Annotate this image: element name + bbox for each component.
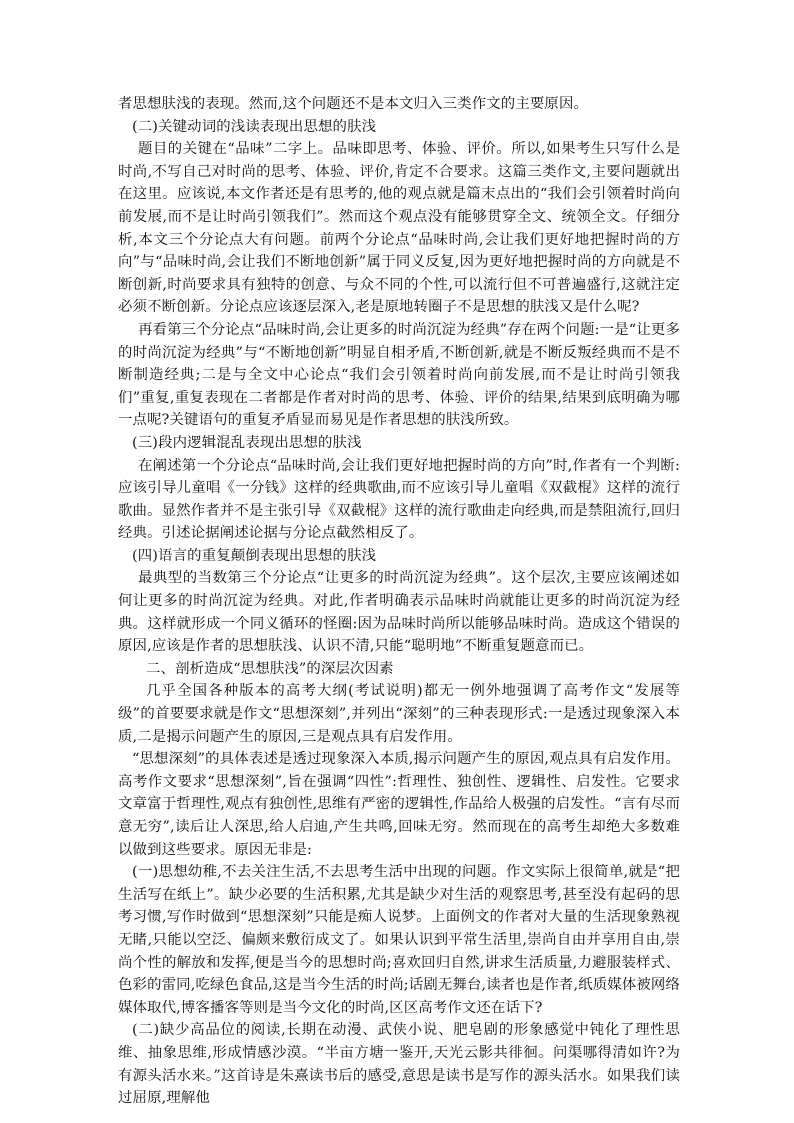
chapter-heading: 二、剖析造成“思想肤浅”的深层次因素 <box>146 660 394 677</box>
body-paragraph: 再看第三个分论点“品味时尚,会让更多的时尚沉淀为经典”存在两个问题:一是“让更多的时尚沉淀为经典”与“不断地创新”明显自相矛盾,不断创新,就是不断反叛经典而不是不断制造经典;二是与全文中心论点“我们会引领着时尚向前发展,而不是让时尚引领我们”重复,重复表现在二者都是作者对时尚的思考、体验、评价的结果,结果到底明确为哪一点呢?关键语句的重复矛盾显而易见是作者思想的肤浅所致。 <box>118 321 680 429</box>
section-heading: (二)关键动词的浅读表现出思想的肤浅 <box>132 118 377 135</box>
body-paragraph: 题目的关键在“品味”二字上。品味即思考、体验、评价。所以,如果考生只写什么是时尚,不写自己对时尚的思考、体验、评价,肯定不合要求。这篇三类作文,主要问题就出在这里。应该说,本文作者还是有思考的,他的观点就是篇末点出的“我们会引领着时尚向前发展,而不是让时尚引领我们”。然而这个观点没有能够贯穿全文、统领全文。仔细分析,本文三个分论点大有问题。前两个分论点“品味时尚,会让我们更好地把握时尚的方向”与“品味时尚,会让我们不断地创新”属于同义反复,因为更好地把握时尚的方向就是不断创新,时尚要求具有独特的创意、与众不同的个性,可以流行但不可普遍盛行,这就注定必须不断创新。分论点应该逐层深入,老是原地转圈子不是思想的肤浅又是什么呢? <box>118 141 680 316</box>
section-heading: (四)语言的重复颠倒表现出思想的肤浅 <box>132 547 377 564</box>
body-paragraph: 在阐述第一个分论点“品味时尚,会让我们更好地把握时尚的方向”时,作者有一个判断:应该引导儿童唱《一分钱》这样的经典歌曲,而不应该引导儿童唱《双截棍》这样的流行歌曲。显然作者并不是主张引导《双截棍》这样的流行歌曲走向经典,而是禁阻流行,回归经典。引述论据阐述论据与分论点截然相反了。 <box>118 457 680 542</box>
body-paragraph: “思想深刻”的具体表述是透过现象深入本质,揭示问题产生的原因,观点具有启发作用。高考作文要求“思想深刻”,旨在强调“四性”:哲理性、独创性、逻辑性、启发性。它要求文章富于哲理性,观点有独创性,思维有严密的逻辑性,作品给人极强的启发性。“言有尽而意无穷”,读后让人深思,给人启迪,产生共鸣,回味无穷。然而现在的高考生却绝大多数难以做到这些要求。原因无非是: <box>118 751 680 858</box>
body-paragraph: (一)思想幼稚,不去关注生活,不去思考生活中出现的问题。作文实际上很简单,就是“把生活写在纸上”。缺少必要的生活积累,尤其是缺少对生活的观察思考,甚至没有起码的思考习惯,写作时做到“思想深刻”只能是痴人说梦。上面例文的作者对大量的生活现象熟视无睹,只能以空泛、偏颇来敷衍成文了。如果认识到平常生活里,崇尚自由并享用自由,崇尚个性的解放和发挥,便是当今的思想时尚;喜欢回归自然,讲求生活质量,力避服装样式、色彩的雷同,吃绿色食品,这是当今生活的时尚;话剧无舞台,读者也是作者,纸质媒体被网络媒体取代,博客播客等则是当今文化的时尚,区区高考作文还在话下? <box>118 864 680 1016</box>
document-page <box>118 93 680 1110</box>
body-paragraph: (二)缺少高品位的阅读,长期在动漫、武侠小说、肥皂剧的形象感觉中钝化了理性思维、抽象思维,形成情感沙漠。“半亩方塘一鉴开,天光云影共徘徊。问渠哪得清如许?为有源头活水来。”这首诗是朱熹读书后的感受,意思是读书是写作的源头活水。如果我们读过屈原,理解他 <box>118 1022 680 1107</box>
body-paragraph: 几乎全国各种版本的高考大纲(考试说明)都无一例外地强调了高考作文“发展等级”的首要要求就是作文“思想深刻”,并列出“深刻”的三种表现形式:一是透过现象深入本质,二是揭示问题产生的原因,三是观点具有启发作用。 <box>118 683 680 745</box>
body-paragraph: 最典型的当数第三个分论点“让更多的时尚沉淀为经典”。这个层次,主要应该阐述如何让更多的时尚沉淀为经典。对此,作者明确表示品味时尚就能让更多的时尚沉淀为经典。这样就形成一个同义循环的怪圈:因为品味时尚所以能够品味时尚。造成这个错误的原因,应该是作者的思想肤浅、认识不清,只能“聪明地”不断重复题意而已。 <box>118 570 680 655</box>
section-heading: (三)段内逻辑混乱表现出思想的肤浅 <box>132 434 362 451</box>
body-paragraph: 者思想肤浅的表现。然而,这个问题还不是本文归入三类作文的主要原因。 <box>118 96 589 112</box>
